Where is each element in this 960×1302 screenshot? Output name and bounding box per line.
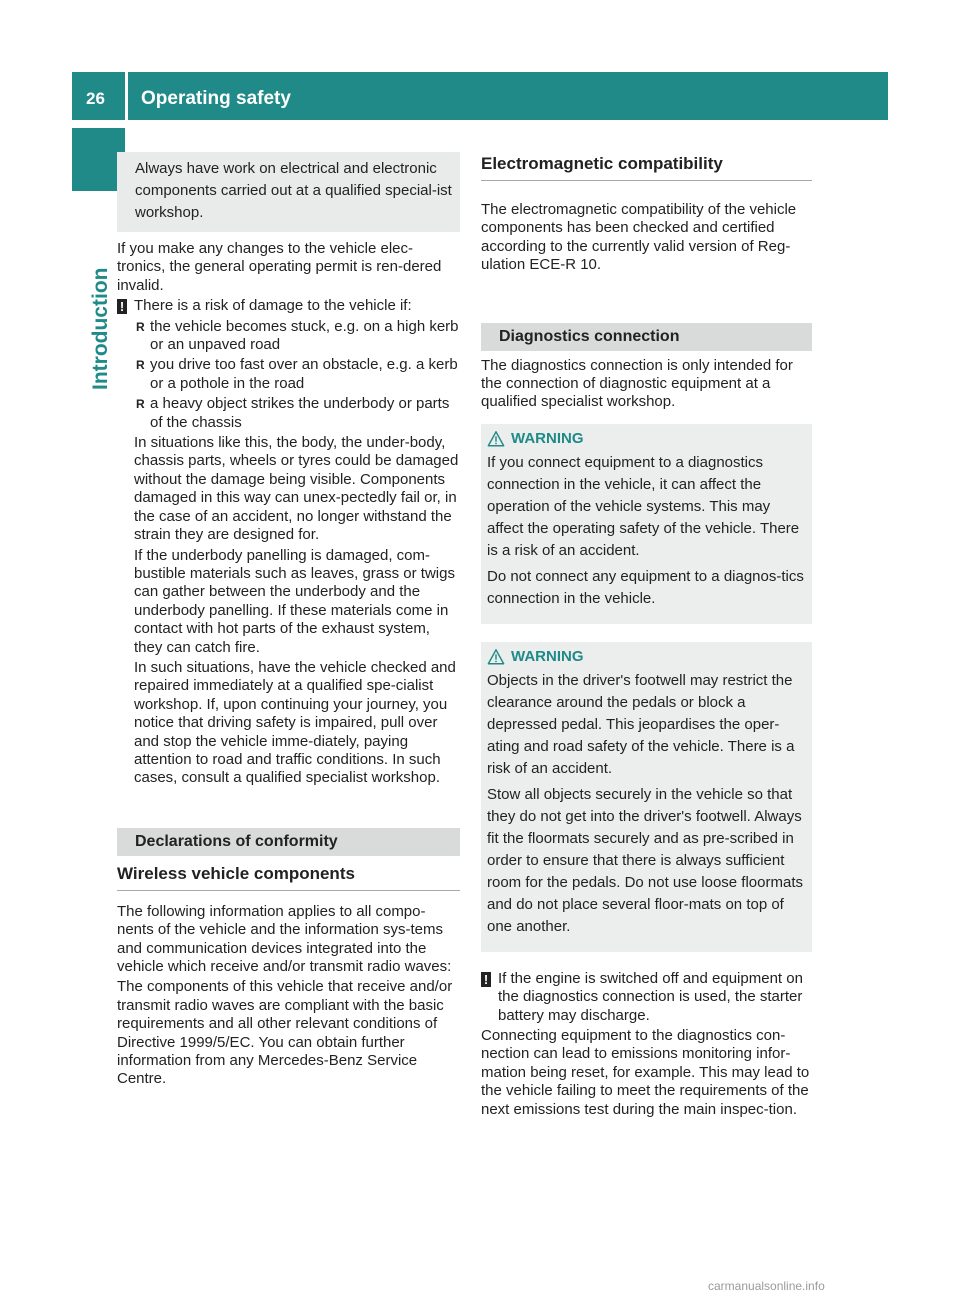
paragraph: If the underbody panelling is damaged, com-bustible materials such as leaves, grass or twigs can gather between the underbody and the underbody panelling. If these materials come in contact with hot parts of the exhaust system, they can catch fire. bbox=[134, 546, 455, 656]
header-divider bbox=[125, 72, 128, 120]
page-title: Operating safety bbox=[141, 88, 291, 109]
warning-icon bbox=[487, 648, 505, 666]
caution-text: If the engine is switched off and equipment on the diagnostics connection is used, the starter battery may discharge. bbox=[498, 969, 803, 1024]
list-item: R a heavy object strikes the underbody or parts of the chassis bbox=[136, 395, 450, 431]
bullet-icon: R bbox=[136, 358, 145, 373]
sub-heading: Electromagnetic compatibility bbox=[481, 152, 812, 181]
warning-box bbox=[481, 424, 812, 624]
bullet-icon: R bbox=[136, 319, 145, 334]
note-text: Always have work on electrical and electronic components carried out at a qualified special-ist workshop. bbox=[135, 160, 452, 221]
warning-box bbox=[481, 642, 812, 952]
bullet-icon: R bbox=[136, 397, 145, 412]
paragraph: The following information applies to all compo-nents of the vehicle and the information sys-tems and communication devices integrated into the vehicle which receive and/or transmit radio waves: bbox=[117, 902, 452, 975]
list-item: R the vehicle becomes stuck, e.g. on a high kerb or an unpaved road bbox=[136, 317, 459, 354]
warning-text: If you connect equipment to a diagnostics connection in the vehicle, it can affect the operation of the vehicle systems. This may affect the operating safety of the vehicle. There is a risk of an accident. bbox=[487, 453, 800, 559]
list-item: R you drive too fast over an obstacle, e.g. a kerb or a pothole in the road bbox=[136, 356, 458, 392]
page-number: 26 bbox=[86, 89, 105, 108]
warning-text: Stow all objects securely in the vehicle so that they do not get into the driver's footwell. Always fit the floormats securely and as pre-scribed in order to ensure that there is always sufficient room for the pedals. Do not use loose floormats and do not place several floor-mats on top of one another. bbox=[487, 785, 803, 935]
warning-icon bbox=[487, 430, 505, 448]
section-heading: Diagnostics connection bbox=[481, 323, 812, 351]
warning-title: WARNING bbox=[487, 646, 804, 668]
sub-heading: Wireless vehicle components bbox=[117, 862, 460, 891]
caution-block bbox=[117, 297, 460, 788]
paragraph: The components of this vehicle that receive and/or transmit radio waves are compliant with the basic requirements and all other relevant conditions of Directive 1999/5/EC. You can obtain further information from any Mercedes-Benz Service Centre. bbox=[117, 978, 453, 1088]
paragraph: The electromagnetic compatibility of the vehicle components has been checked and certified according to the currently valid version of Reg-ulation ECE-R 10. bbox=[481, 201, 797, 274]
watermark: carmanualsonline.info bbox=[708, 1279, 825, 1293]
paragraph: In situations like this, the body, the under-body, chassis parts, wheels or tyres could be damaged without the damage being visible. Components damaged in this way can unex-pectedly fail or, in the case of an accident, no longer withstand the strain they are designed for. bbox=[134, 434, 459, 544]
caution-intro: There is a risk of damage to the vehicle if: bbox=[134, 297, 412, 315]
warning-text: Objects in the driver's footwell may restrict the clearance around the pedals or block a depressed pedal. This jeopardises the oper-ating and road safety of the vehicle. There is a risk of an accident. bbox=[487, 671, 795, 777]
paragraph: If you make any changes to the vehicle elec-tronics, the general operating permit is ren-dered invalid. bbox=[117, 240, 442, 294]
paragraph: Connecting equipment to the diagnostics con-nection can lead to emissions monitoring infor-mation being reset, for example. This may lead to the vehicle failing to meet the requirements of the next emissions test during the main inspec-tion. bbox=[481, 1027, 810, 1118]
paragraph: In such situations, have the vehicle checked and repaired immediately at a qualified spe-cialist workshop. If, upon continuing your journey, you notice that driving safety is impaired, pull over and stop the vehicle imme-diately, paying attention to road and traffic conditions. In such cases, consult a qualified specialist workshop. bbox=[134, 658, 456, 787]
caution-block bbox=[481, 970, 812, 1025]
paragraph: The diagnostics connection is only intended for the connection of diagnostic equipment at a qualified specialist workshop. bbox=[481, 356, 793, 411]
note-box bbox=[117, 152, 460, 232]
warning-text: Do not connect any equipment to a diagnos-tics connection in the vehicle. bbox=[487, 567, 804, 607]
exclamation-icon: ! bbox=[481, 972, 491, 987]
caution-bullet-list bbox=[134, 318, 460, 432]
left-column bbox=[117, 152, 460, 1091]
section-side-label: Introduction bbox=[89, 267, 112, 390]
section-heading: Declarations of conformity bbox=[117, 828, 460, 856]
warning-title: WARNING bbox=[487, 428, 804, 450]
right-column bbox=[481, 152, 812, 1121]
exclamation-icon: ! bbox=[117, 299, 127, 314]
